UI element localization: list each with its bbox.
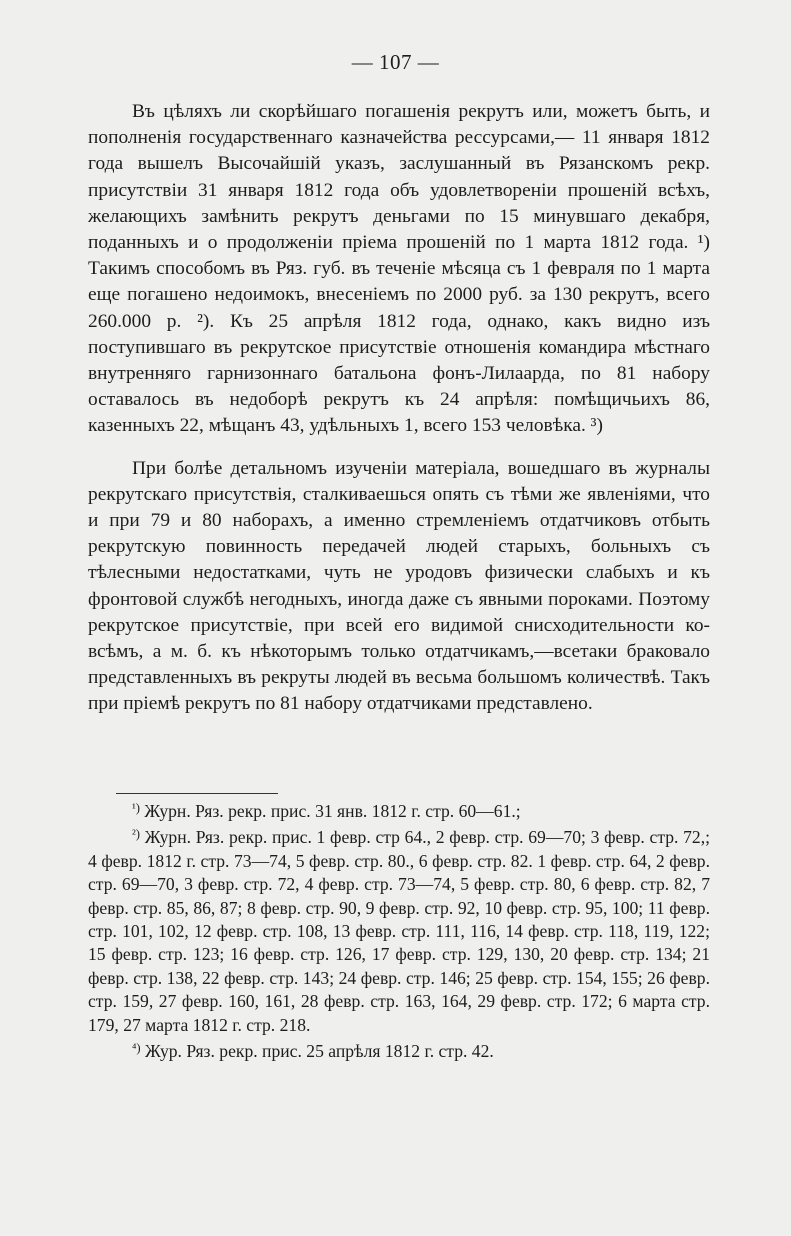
footnote-2: [88, 826, 710, 1037]
paragraph-2: При болѣе детальномъ изученіи матеріала, вошедшаго въ журналы рекрутскаго присутствія, сталкиваешься опять съ тѣми же явленіями, что и при 79 и 80 наборахъ, а именно стремленіемъ отдатчиковъ отбыть рекрутскую повинность передачей людей старыхъ, больныхъ съ тѣлесными недостатками, чуть не уродовъ физически слабыхъ и къ фронтовой службѣ негодныхъ, иногда даже съ явными пороками. Поэтому рекрутское присутствіе, при всей его видимой снисходительности ко-всѣмъ, а м. б. къ нѣкоторымъ только отдатчикамъ,—всетаки браковало представленныхъ въ рекруты людей въ весьма большомъ количествѣ. Такъ при пріемѣ рекрутъ по 81 набору отдатчиками представлено.: [88, 457, 710, 715]
main-text: [88, 99, 710, 718]
footnote-3-text: Жур. Ряз. рекр. прис. 25 апрѣля 1812 г. стр. 42.: [145, 1041, 494, 1062]
footnotes: [88, 800, 710, 1063]
footnote-2-text: Журн. Ряз. рекр. прис. 1 февр. стр 64., 2 февр. стр. 69—70; 3 февр. стр. 72,; 4 февр. 1812 г. стр. 73—74, 5 февр. стр. 80., 6 февр. стр. 82. 1 февр. стр. 64, 2 февр. стр. 69—70, 3 февр. стр. 72, 4 февр. стр. 73—74, 5 февр. стр. 80, 6 февр. стр. 82, 7 февр. стр. 85, 86, 87; 8 февр. стр. 90, 9 февр. стр. 92, 10 февр. стр. 95, 100; 11 февр. стр. 101, 102, 12 февр. стр. 108, 13 февр. стр. 111, 116, 14 февр. стр. 118, 119, 122; 15 февр. стр. 123; 16 февр. стр. 126, 17 февр. стр. 129, 130, 20 февр. стр. 134; 21 февр. стр. 138, 22 февр. стр. 143; 24 февр. стр. 146; 25 февр. стр. 154, 155; 26 февр. стр. 159, 27 февр. 160, 161, 28 февр. стр. 163, 164, 29 февр. стр. 172; 6 марта стр. 179, 27 марта 1812 г. стр. 218.: [88, 827, 710, 1035]
footnote-1-text: Журн. Ряз. рекр. прис. 31 янв. 1812 г. стр. 60—61.;: [144, 801, 521, 821]
page-number: — 107 —: [351, 50, 440, 74]
footnote-1: [88, 800, 710, 823]
footnote-separator: [116, 793, 278, 794]
footnote-3-mark: ⁴): [132, 1041, 141, 1056]
footnote-1-mark: ¹): [132, 801, 141, 816]
paragraph-1: Въ цѣляхъ ли скорѣйшаго погашенія рекрутъ или, можетъ быть, и пополненія государственнаго казначейства рессурсами,— 11 января 1812 года вышелъ Высочайшій указъ, заслушанный въ Рязанскомъ рекр. присутствіи 31 января 1812 года объ удовлетвореніи прошеній всѣхъ, желающихъ замѣнить рекрутъ деньгами по 15 минувшаго декабря, поданныхъ и о продолженіи пріема прошеній по 1 марта 1812 года. ¹) Такимъ способомъ въ Ряз. губ. въ теченіе мѣсяца съ 1 февраля по 1 марта еще погашено недоимокъ, внесеніемъ по 2000 руб. за 130 рекрутъ, всего 260.000 р. ²). Къ 25 апрѣля 1812 года, однако, какъ видно изъ поступившаго въ рекрутское присутствіе отношенія командира мѣстнаго внутренняго гарнизоннаго батальона фонъ-Лилаарда, по 81 набору оставалось въ недоборѣ рекрутъ къ 24 апрѣля: помѣщичьихъ 86, казенныхъ 22, мѣщанъ 43, удѣльныхъ 1, всего 153 человѣка. ³): [88, 101, 710, 437]
footnote-3: [88, 1040, 710, 1063]
footnote-2-mark: ²): [132, 827, 141, 842]
